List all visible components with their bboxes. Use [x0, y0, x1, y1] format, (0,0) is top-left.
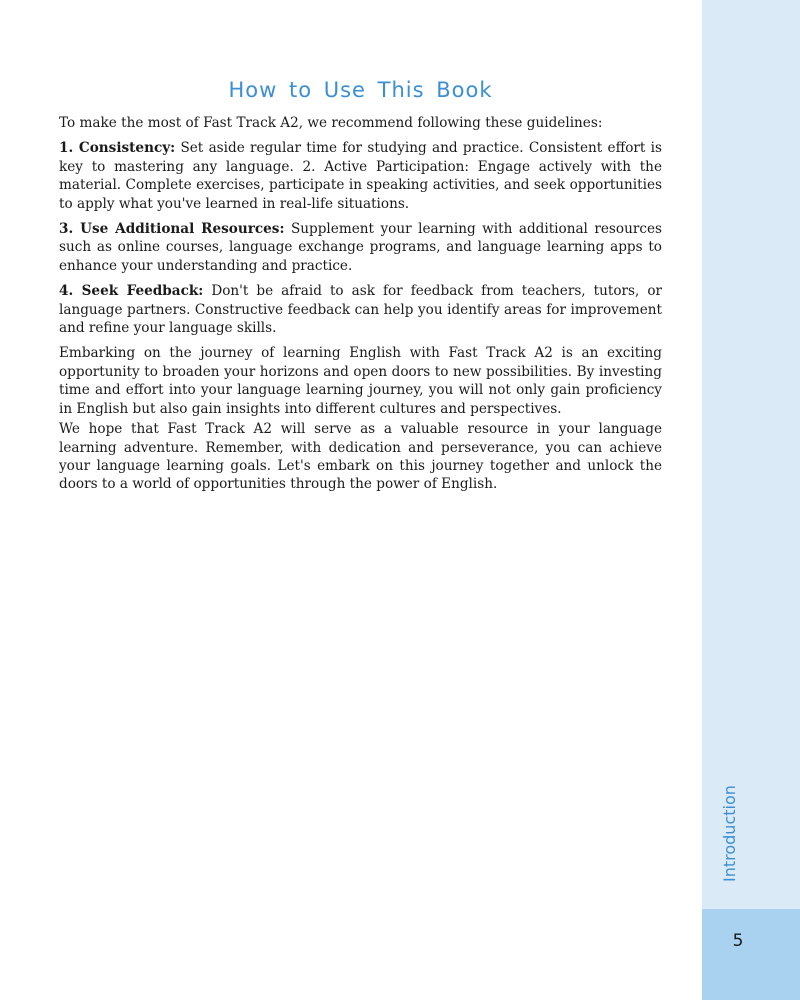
- closing-paragraph-2: We hope that Fast Track A2 will serve as a valuable resource in your language learning adventure. Remember, with dedication and perseverance, you can achieve your language learning goals. Let's embark on this journey together and unlock the doors to a world of opportunities through the power of English.: [59, 421, 662, 493]
- guideline-text: Don't be afraid to ask for feedback from teachers, tutors, or language partners. Constructive feedback can help you identify areas for improvement and refine your language skills.: [59, 283, 662, 337]
- guideline-seek-feedback: [59, 282, 662, 337]
- page-content: [59, 70, 662, 501]
- guideline-consistency: [59, 139, 662, 213]
- closing-paragraph-1: Embarking on the journey of learning English with Fast Track A2 is an exciting opportunity to broaden your horizons and open doors to new possibilities. By investing time and effort into your language learning journey, you will not only gain proficiency in English but also gain insights into different cultures and perspectives.: [59, 345, 662, 417]
- section-label: Introduction: [720, 785, 739, 882]
- guideline-text: Supplement your learning with additional resources such as online courses, language exchange programs, and language learning apps to enhance your understanding and practice.: [59, 221, 662, 274]
- page-number: 5: [732, 931, 744, 951]
- guideline-label: 3. Use Additional Resources:: [59, 221, 285, 238]
- guideline-text: Set aside regular time for studying and practice. Consistent effort is key to mastering any language. 2. Active Participation: Engage actively with the material. Complete exercises, participate in speaking activities, and seek opportunities to apply what you've learned in real-life situations.: [59, 140, 663, 212]
- guideline-label: 1. Consistency:: [59, 140, 176, 157]
- intro-paragraph: To make the most of Fast Track A2, we recommend following these guidelines:: [59, 115, 603, 131]
- sidebar: [702, 0, 800, 1000]
- guideline-additional-resources: [59, 220, 662, 275]
- page-title: How to Use This Book: [228, 78, 493, 102]
- guideline-label: 4. Seek Feedback:: [59, 283, 204, 300]
- page-number-tab: [702, 909, 800, 1000]
